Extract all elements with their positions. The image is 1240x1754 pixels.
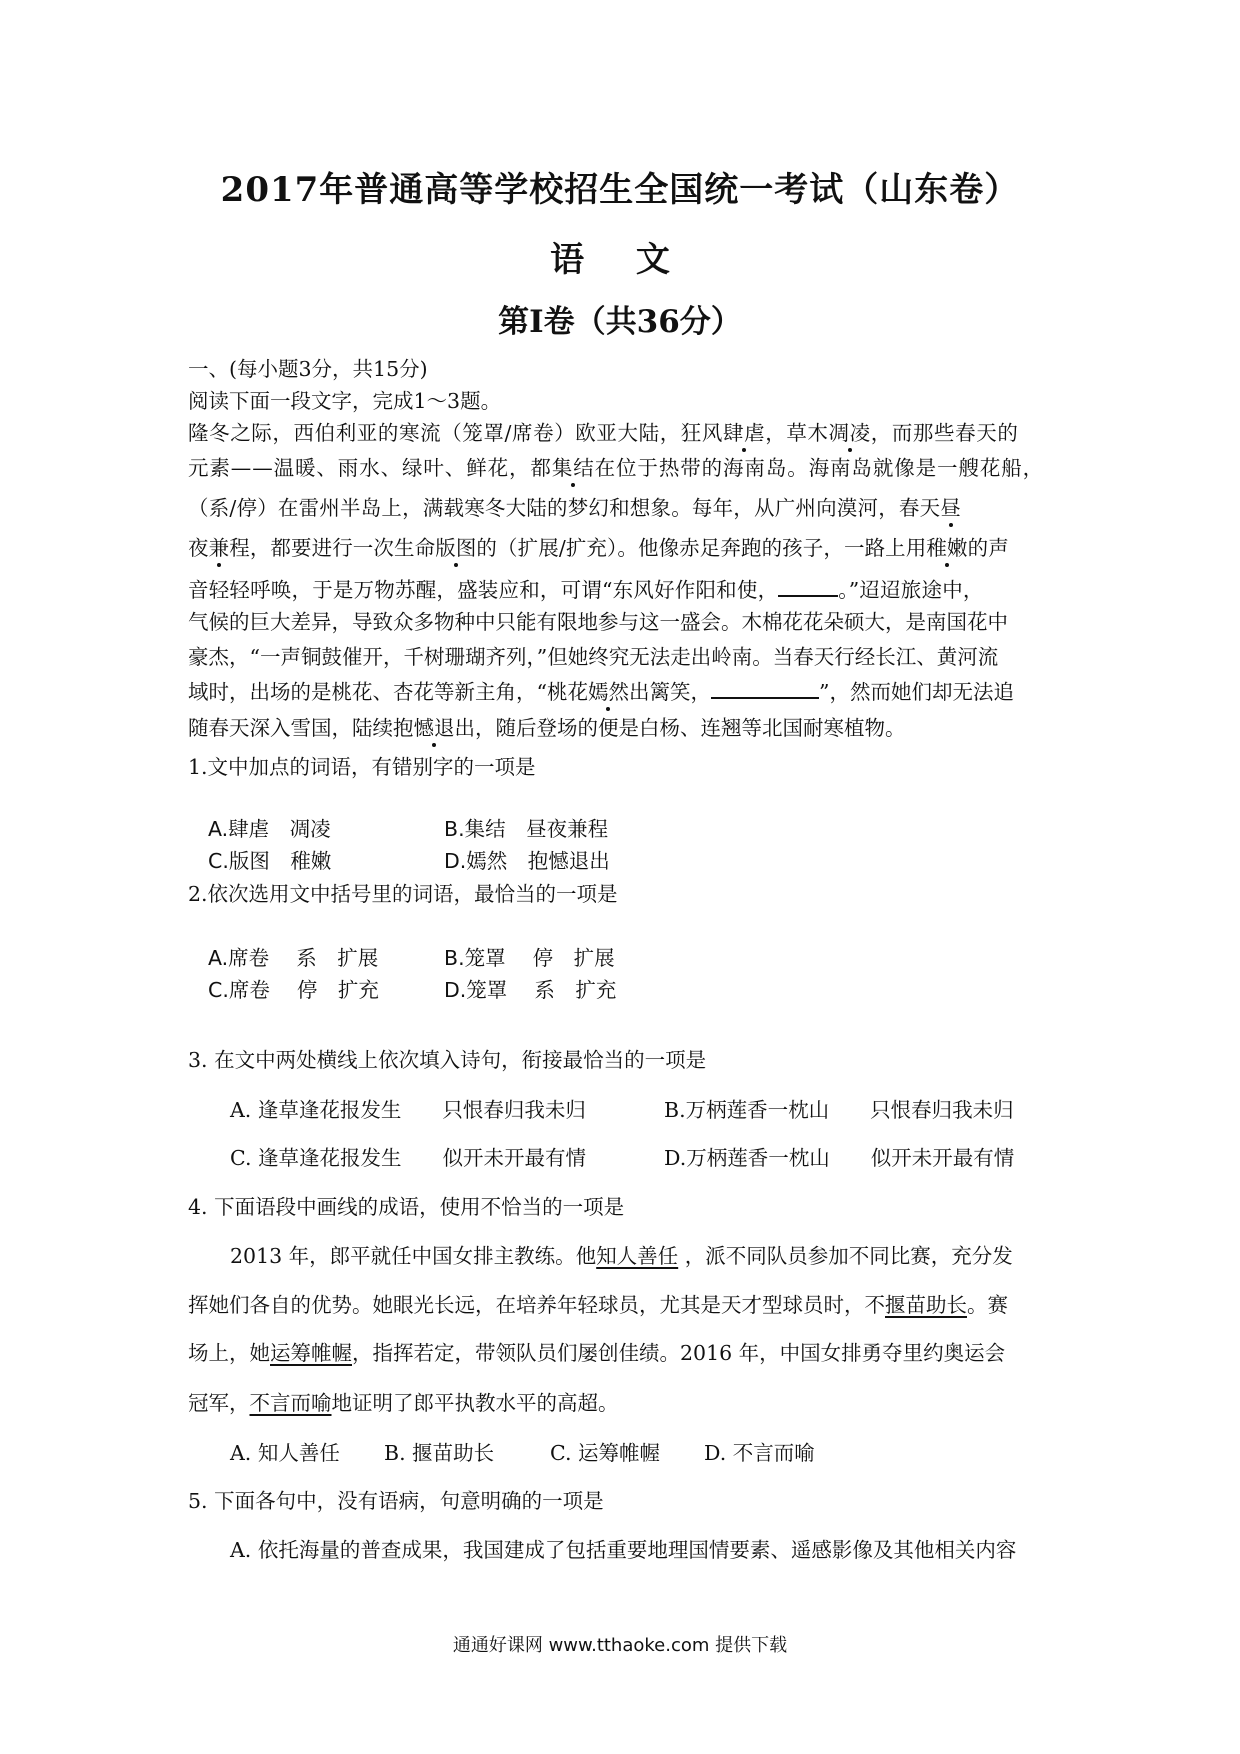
subject-title: 语 文 bbox=[550, 240, 690, 280]
q1-option-b[interactable]: B.集结 昼夜兼程 bbox=[444, 817, 609, 841]
q2-option-d[interactable]: D.笼罩 系 扩充 bbox=[444, 978, 617, 1002]
passage-line-8: 域时，出场的是桃花、杏花等新主角，“桃花嫣然出篱笑， ”，然而她们却无法追 bbox=[188, 680, 1014, 704]
dotted-word: 凋凌 bbox=[828, 421, 871, 445]
q4-option-a[interactable]: A. 知人善任 bbox=[230, 1441, 340, 1465]
fill-blank-2 bbox=[711, 679, 819, 699]
q4-passage-line-2: 挥她们各自的优势。她眼光长远，在培养年轻球员，尤其是天才型球员时，不揠苗助长。赛 bbox=[188, 1293, 1008, 1317]
q1-option-c[interactable]: C.版图 稚嫩 bbox=[208, 849, 332, 873]
dotted-word: 昼 bbox=[940, 496, 962, 520]
underlined-idiom: 运筹帷幄 bbox=[270, 1341, 352, 1365]
underlined-idiom: 揠苗助长 bbox=[885, 1293, 967, 1317]
reading-instruction: 阅读下面一段文字，完成1～3题。 bbox=[188, 389, 502, 413]
question-1-stem: 1.文中加点的词语，有错别字的一项是 bbox=[188, 755, 536, 779]
underlined-idiom: 不言而喻 bbox=[249, 1391, 332, 1415]
q5-option-a[interactable]: A. 依托海量的普查成果，我国建成了包括重要地理国情要素、遥感影像及其他相关内容 bbox=[230, 1538, 1017, 1562]
question-2-stem: 2.依次选用文中括号里的词语，最恰当的一项是 bbox=[188, 882, 618, 906]
question-3-stem: 3. 在文中两处横线上依次填入诗句，衔接最恰当的一项是 bbox=[188, 1048, 707, 1072]
q2-option-a[interactable]: A.席卷 系 扩展 bbox=[208, 946, 379, 970]
q3-option-a[interactable]: A. 逢草逢花报发生 只恨春归我未归 bbox=[230, 1098, 586, 1122]
q1-option-d[interactable]: D.嫣然 抱憾退出 bbox=[444, 849, 610, 873]
section-heading: 一、(每小题3分，共15分) bbox=[188, 357, 428, 381]
dotted-word: 夜兼程 bbox=[188, 536, 250, 560]
question-4-stem: 4. 下面语段中画线的成语，使用不恰当的一项是 bbox=[188, 1195, 625, 1219]
dotted-word: 肆虐 bbox=[723, 421, 766, 445]
q3-option-c[interactable]: C. 逢草逢花报发生 似开未开最有情 bbox=[230, 1146, 587, 1170]
passage-line-2: 元素——温暖、雨水、绿叶、鲜花，都集结在位于热带的海南岛。海南岛就像是一艘花船， bbox=[188, 456, 1045, 480]
underlined-idiom: 知人善任 bbox=[596, 1244, 679, 1268]
dotted-word: 抱憾退出 bbox=[393, 716, 475, 740]
q4-passage-line-1: 2013 年，郎平就任中国女排主教练。他知人善任 ，派不同队员参加不同比赛，充分发 bbox=[230, 1244, 1013, 1268]
q2-option-c[interactable]: C.席卷 停 扩充 bbox=[208, 978, 379, 1002]
q4-passage-line-4: 冠军，不言而喻地证明了郎平执教水平的高超。 bbox=[188, 1391, 619, 1415]
q4-option-b[interactable]: B. 揠苗助长 bbox=[384, 1441, 495, 1465]
dotted-word: 稚嫩 bbox=[926, 536, 968, 560]
volume-title: 第I卷（共36分） bbox=[498, 304, 742, 340]
passage-line-7: 豪杰，“一声铜鼓催开，千树珊瑚齐列，”但她终究无法走出岭南。当春天行经长江、黄河流 bbox=[188, 645, 999, 669]
passage-line-1: 隆冬之际，西伯利亚的寒流（笼罩/席卷）欧亚大陆，狂风肆虐，草木凋凌，而那些春天的 bbox=[188, 421, 1019, 445]
passage-line-9: 随春天深入雪国，陆续抱憾退出，随后登场的便是白杨、连翘等北国耐寒植物。 bbox=[188, 716, 906, 740]
q4-option-c[interactable]: C. 运筹帷幄 bbox=[550, 1441, 660, 1465]
q3-option-d[interactable]: D.万柄莲香一枕山 似开未开最有情 bbox=[664, 1146, 1015, 1170]
dotted-word: 版图 bbox=[435, 536, 477, 560]
dotted-word: 嫣然 bbox=[587, 680, 629, 704]
exam-title: 2017年普通高等学校招生全国统一考试（山东卷） bbox=[220, 170, 1020, 210]
dotted-word: 集结 bbox=[551, 456, 595, 480]
footer-source: 通通好课网 www.tthaoke.com 提供下载 bbox=[452, 1635, 788, 1656]
passage-line-4: 夜兼程，都要进行一次生命版图的（扩展/扩充）。他像赤足奔跑的孩子，一路上用稚嫩的声 bbox=[188, 536, 1009, 560]
q1-option-a[interactable]: A.肆虐 凋凌 bbox=[208, 817, 331, 841]
passage-line-3: （系/停）在雷州半岛上，满载寒冬大陆的梦幻和想象。每年，从广州向漠河，春天昼 bbox=[188, 496, 962, 520]
q4-passage-line-3: 场上，她运筹帷幄，指挥若定，带领队员们屡创佳绩。2016 年，中国女排勇夺里约奥运会 bbox=[188, 1341, 1006, 1365]
passage-line-6: 气候的巨大差异，导致众多物种中只能有限地参与这一盛会。木棉花花朵硕大，是南国花中 bbox=[188, 610, 1008, 634]
q2-option-b[interactable]: B.笼罩 停 扩展 bbox=[444, 946, 615, 970]
q4-option-d[interactable]: D. 不言而喻 bbox=[704, 1441, 815, 1465]
question-5-stem: 5. 下面各句中，没有语病，句意明确的一项是 bbox=[188, 1489, 604, 1513]
q3-option-b[interactable]: B.万柄莲香一枕山 只恨春归我未归 bbox=[664, 1098, 1014, 1122]
fill-blank-1 bbox=[778, 577, 838, 597]
passage-line-5: 音轻轻呼唤，于是万物苏醒，盛装应和，可谓“东风好作阳和使， 。”迢迢旅途中， bbox=[188, 578, 984, 602]
